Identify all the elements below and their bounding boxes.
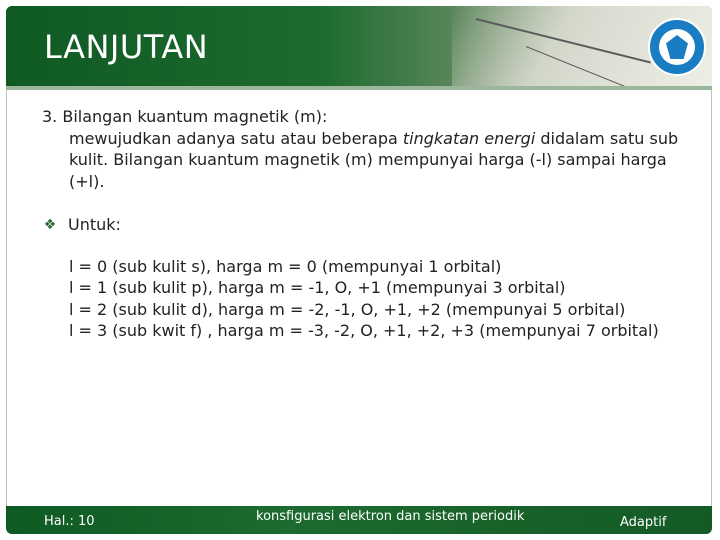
item3-text-emphasis: tingkatan energi (402, 128, 536, 148)
item3-description (42, 128, 682, 193)
bullet-untuk (42, 214, 682, 236)
page-number: Hal.: 10 (44, 514, 95, 529)
footer-caption: konsfigurasi elektron dan sistem periodik (256, 509, 525, 524)
logo-icon (648, 18, 706, 76)
item3-text-after: didalam satu sub kulit. Bilangan kuantum magnetik (m) mempunyai harga (-l) sampai harga (+l). (69, 128, 679, 191)
page-title: LANJUTAN (44, 28, 209, 66)
rules-list (42, 256, 682, 342)
bullet-label: Untuk: (68, 215, 121, 234)
footer-label: Adaptif (620, 515, 667, 530)
item3-label: 3. Bilangan kuantum magnetik (m): (42, 107, 328, 126)
rule-line: l = 1 (sub kulit p), harga m = -1, O, +1 (mempunyai 3 orbital) (69, 278, 566, 297)
rule-line: l = 0 (sub kulit s), harga m = 0 (mempunyai 1 orbital) (69, 256, 502, 276)
rule-line: l = 3 (sub kwit f) , harga m = -3, -2, O, +1, +2, +3 (mempunyai 7 orbital) (69, 321, 659, 340)
content-body (42, 106, 682, 342)
diamond-bullet-icon: ❖ (43, 216, 57, 233)
header-divider (6, 86, 712, 90)
rule-line: l = 2 (sub kulit d), harga m = -2, -1, O, +1, +2 (mempunyai 5 orbital) (69, 299, 626, 319)
item3-text-before: mewujudkan adanya satu atau beberapa (69, 128, 403, 148)
